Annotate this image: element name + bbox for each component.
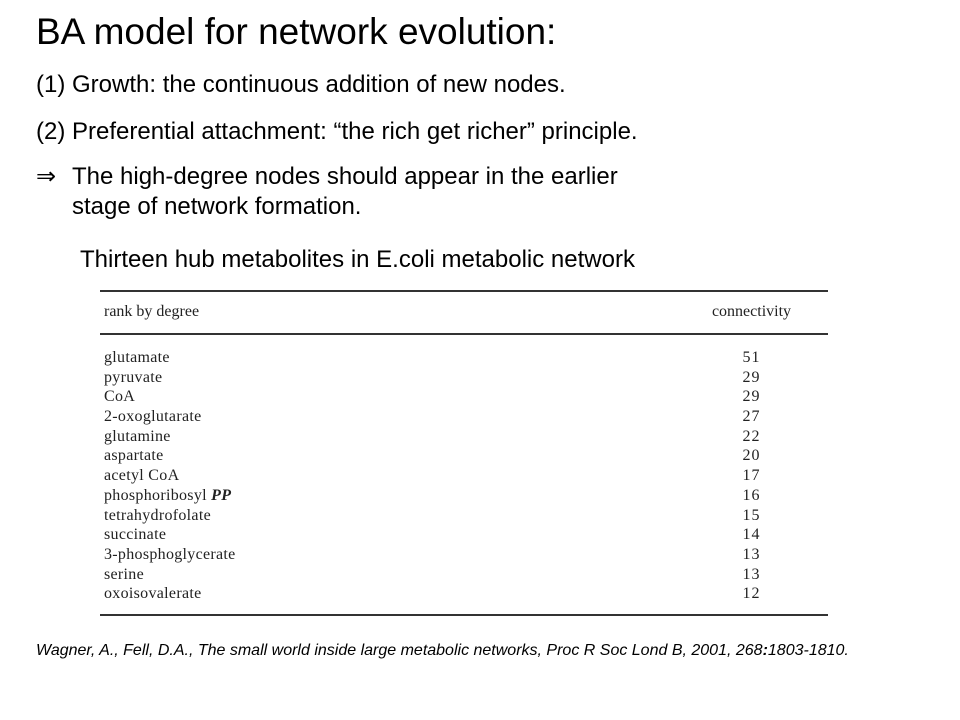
metabolite-name: glutamate — [104, 349, 170, 366]
table-row — [100, 407, 828, 427]
connectivity-value: 20 — [742, 447, 761, 465]
connectivity-value: 12 — [742, 585, 761, 603]
metabolite-name: succinate — [104, 526, 167, 544]
metabolite-name: phosphoribosyl PP — [104, 486, 232, 504]
metabolite-name: 2-oxoglutarate — [104, 408, 202, 426]
metabolite-name: oxoisovalerate — [104, 585, 202, 603]
table-row — [100, 506, 828, 526]
table-row — [100, 446, 828, 466]
connectivity-value: 17 — [742, 467, 761, 485]
table-row — [100, 387, 828, 407]
connectivity-header: connectivity — [711, 303, 792, 320]
table-body — [100, 335, 828, 614]
connectivity-value: 22 — [742, 427, 761, 445]
rank-by-degree-header: rank by degree — [104, 303, 200, 320]
hub-metabolites-table — [100, 290, 828, 616]
metabolite-name-italic-part: PP — [211, 486, 232, 504]
metabolite-name: aspartate — [104, 447, 164, 465]
table-row — [100, 427, 828, 447]
table-caption: Thirteen hub metabolites in E.coli metabolic network — [80, 246, 635, 273]
slide-title: BA model for network evolution: — [36, 11, 557, 52]
connectivity-value: 16 — [742, 486, 761, 504]
metabolite-name: glutamine — [104, 427, 171, 445]
connectivity-value: 14 — [742, 526, 761, 544]
table-row — [100, 545, 828, 565]
implication-line-2: stage of network formation. — [72, 193, 362, 220]
table-row — [100, 368, 828, 388]
metabolite-name: tetrahydrofolate — [104, 506, 211, 524]
connectivity-value: 13 — [742, 545, 761, 563]
growth-point: (1) Growth: the continuous addition of new nodes. — [36, 71, 566, 98]
citation-pages: 1803-1810. — [767, 642, 849, 659]
connectivity-value: 29 — [742, 368, 761, 386]
table-row — [100, 486, 828, 506]
table-row — [100, 525, 828, 545]
table-row — [100, 348, 828, 368]
preferential-attachment-point: (2) Preferential attachment: “the rich get richer” principle. — [36, 118, 638, 145]
metabolite-name: pyruvate — [104, 368, 163, 386]
citation-text: Wagner, A., Fell, D.A., The small world inside large metabolic networks, Proc R Soc Lond B, 2001, 268 — [36, 642, 763, 659]
connectivity-value: 27 — [742, 408, 761, 426]
citation — [36, 636, 936, 665]
connectivity-value: 15 — [742, 506, 761, 524]
metabolite-name: serine — [104, 565, 145, 583]
table-row — [100, 565, 828, 585]
table-row — [100, 466, 828, 486]
table-header-row — [100, 292, 828, 333]
table-row — [100, 584, 828, 604]
connectivity-value: 13 — [742, 565, 761, 583]
table-bottom-rule — [100, 614, 828, 616]
citation-volume-separator: : — [762, 642, 768, 659]
metabolite-name: CoA — [104, 388, 136, 406]
metabolite-name: acetyl CoA — [104, 467, 180, 485]
implies-arrow-icon: ⇒ — [36, 162, 57, 190]
implication-line-1: The high-degree nodes should appear in the earlier — [72, 163, 618, 190]
implication-block — [36, 161, 618, 222]
connectivity-value: 51 — [742, 349, 761, 366]
connectivity-value: 29 — [742, 388, 761, 406]
metabolite-name: 3-phosphoglycerate — [104, 545, 236, 563]
